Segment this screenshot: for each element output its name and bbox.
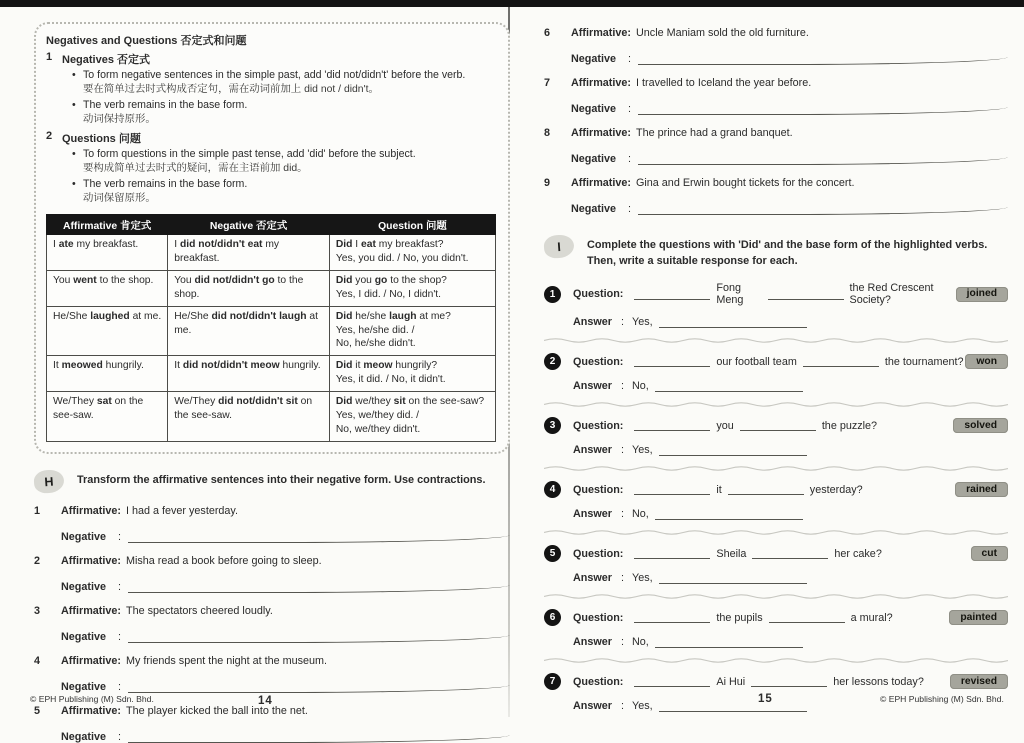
verb-chip: won: [965, 354, 1008, 369]
rule-bullet: [72, 148, 496, 162]
cell-affirmative: I ate my breakfast.: [47, 235, 168, 271]
question-subject: Ai Hui: [716, 675, 746, 688]
question-subject: it: [716, 483, 722, 496]
affirmative-sentence: The player kicked the ball into the net.: [126, 705, 308, 718]
question-label: Question:: [573, 419, 624, 432]
rule-bullet: [72, 99, 496, 113]
did-blank: [634, 420, 710, 431]
question-number-badge: 7: [544, 673, 561, 690]
exercise-i-header: [544, 235, 1008, 270]
question-number-badge: 5: [544, 545, 561, 562]
question-tail: the Red Crescent Society?: [849, 282, 934, 307]
question-tail: the puzzle?: [821, 419, 878, 432]
verb-chip: joined: [956, 287, 1008, 302]
answer-blank-line: [638, 202, 1008, 215]
question-block-4: [544, 475, 1008, 539]
exercise-item-2: [34, 554, 510, 593]
exercise-item-7: [544, 76, 1008, 115]
question-number-badge: 4: [544, 481, 561, 498]
bullet-dot-icon: •: [72, 69, 76, 81]
answer-blank-line: [128, 680, 510, 693]
answer-prefix: No,: [632, 636, 649, 649]
did-blank: [634, 676, 710, 687]
question-tail: the tournament?: [884, 355, 964, 368]
answer-blank-line: [659, 445, 807, 456]
answer-blank-line: [655, 381, 803, 392]
answer-label: Answer: [573, 636, 613, 649]
verb-blank: [768, 289, 844, 300]
question-subject: our football team: [716, 355, 797, 368]
cell-question: Did you go to the shop? Yes, I did. / No, I didn't.: [329, 270, 495, 306]
item-number: 5: [34, 705, 41, 718]
answer-blank-line: [659, 317, 807, 328]
rule-section-questions: [46, 130, 496, 206]
wavy-divider: [544, 656, 1008, 665]
verb-chip: painted: [949, 610, 1008, 625]
question-number-badge: 6: [544, 609, 561, 626]
verb-blank: [728, 484, 804, 495]
rule-text-en: To form questions in the simple past tense, add 'did' before the subject.: [83, 148, 416, 161]
did-blank: [634, 548, 710, 559]
cell-affirmative: You went to the shop.: [47, 270, 168, 306]
negative-label: Negative: [61, 681, 107, 694]
negative-label: Negative: [61, 580, 107, 593]
colon: :: [621, 636, 624, 649]
exercise-item-1: [34, 504, 510, 543]
cell-affirmative: He/She laughed at me.: [47, 306, 168, 356]
did-blank: [634, 612, 710, 623]
answer-label: Answer: [573, 316, 613, 329]
rule-text-zh: 要构成简单过去时式的疑问，需在主语前加 did。: [83, 163, 308, 174]
verb-chip: solved: [953, 418, 1008, 433]
answer-blank-line: [638, 102, 1008, 115]
exercise-item-6: [544, 26, 1008, 65]
item-number: 7: [544, 77, 551, 90]
exercise-item-5: [34, 704, 510, 743]
item-number: 4: [34, 655, 41, 668]
colon: :: [118, 681, 121, 694]
table-row: [47, 392, 496, 442]
grammar-notes-box: [34, 22, 510, 454]
answer-label: Answer: [573, 444, 613, 457]
answer-blank-line: [655, 637, 803, 648]
table-row: [47, 356, 496, 392]
affirmative-label: Affirmative:: [61, 604, 121, 617]
rule-bullet: [72, 178, 496, 192]
answer-prefix: Yes,: [632, 316, 653, 329]
question-label: Question:: [573, 355, 624, 368]
question-block-1: [544, 276, 1008, 347]
cell-negative: It did not/didn't meow hungrily.: [168, 356, 330, 392]
question-number-badge: 3: [544, 417, 561, 434]
wavy-divider: [544, 592, 1008, 601]
affirmative-label: Affirmative:: [61, 504, 121, 517]
table-row: [47, 306, 496, 356]
affirmative-sentence: The prince had a grand banquet.: [636, 127, 793, 140]
affirmative-label: Affirmative:: [61, 554, 121, 567]
rule-text-zh: 动词保留原形。: [83, 193, 156, 205]
verb-chip: rained: [955, 482, 1008, 497]
verb-chip: revised: [950, 674, 1008, 689]
exercise-letter-badge: I: [543, 234, 575, 259]
page-left: [34, 10, 510, 743]
did-blank: [634, 356, 710, 367]
answer-blank-line: [638, 152, 1008, 165]
colon: :: [118, 580, 121, 593]
cell-negative: I did not/didn't eat my breakfast.: [168, 235, 330, 271]
wavy-divider: [544, 528, 1008, 537]
question-block-7: [544, 667, 1008, 714]
item-number: 3: [34, 604, 41, 617]
rule-text-en: To form negative sentences in the simple past, add 'did not/didn't' before the verb.: [83, 69, 466, 81]
affirmative-label: Affirmative:: [571, 127, 631, 140]
grammar-examples-table: [46, 214, 496, 442]
rule-text-en: The verb remains in the base form.: [83, 99, 248, 112]
question-label: Question:: [573, 483, 624, 496]
question-tail: a mural?: [850, 611, 893, 624]
colon: :: [621, 508, 624, 521]
did-blank: [634, 484, 710, 495]
cell-negative: He/She did not/didn't laugh at me.: [168, 306, 330, 356]
negative-label: Negative: [61, 631, 107, 644]
answer-prefix: Yes,: [632, 572, 653, 585]
negative-label: Negative: [571, 103, 617, 116]
rule-bullet: [72, 69, 496, 83]
copyright-right: © EPH Publishing (M) Sdn. Bhd.: [880, 694, 1004, 704]
answer-blank-line: [128, 580, 510, 593]
rule-heading: Questions 问题: [62, 133, 141, 146]
question-number-badge: 2: [544, 353, 561, 370]
cell-question: Did I eat my breakfast? Yes, you did. / No, you didn't.: [329, 235, 495, 271]
question-block-5: [544, 539, 1008, 603]
verb-blank: [751, 676, 827, 687]
cell-question: Did he/she laugh at me? Yes, he/she did. / No, he/she didn't.: [329, 306, 495, 356]
exercise-h-header: [34, 470, 510, 493]
affirmative-sentence: Misha read a book before going to sleep.: [126, 554, 322, 567]
colon: :: [118, 631, 121, 644]
question-block-6: [544, 603, 1008, 667]
page-number-14: 14: [258, 695, 273, 707]
answer-label: Answer: [573, 380, 613, 393]
item-number: 8: [544, 127, 551, 140]
question-label: Question:: [573, 288, 624, 301]
exercise-i-instruction: Complete the questions with 'Did' and the base form of the highlighted verbs. Then, write a suitable response for each.: [587, 239, 988, 268]
bullet-dot-icon: •: [72, 99, 76, 112]
rule-text-zh: 动词保持原形。: [83, 113, 156, 125]
affirmative-label: Affirmative:: [571, 177, 631, 190]
answer-label: Answer: [573, 572, 613, 585]
colon: :: [628, 153, 631, 166]
bullet-dot-icon: •: [72, 148, 76, 161]
item-number: 1: [34, 504, 41, 517]
rule-number: 2: [46, 130, 53, 143]
bullet-dot-icon: •: [72, 178, 76, 191]
affirmative-sentence: The spectators cheered loudly.: [126, 604, 273, 617]
negative-label: Negative: [571, 203, 617, 216]
cell-question: Did it meow hungrily? Yes, it did. / No, it didn't.: [329, 356, 495, 392]
affirmative-label: Affirmative:: [61, 655, 121, 668]
wavy-divider: [544, 336, 1008, 345]
verb-blank: [752, 548, 828, 559]
answer-blank-line: [659, 573, 807, 584]
item-number: 6: [544, 27, 551, 39]
cell-affirmative: We/They sat on the see-saw.: [47, 392, 168, 442]
column-header-affirmative: Affirmative 肯定式: [47, 215, 168, 235]
verb-blank: [769, 612, 845, 623]
column-header-question: Question 问题: [329, 215, 495, 235]
affirmative-sentence: I travelled to Iceland the year before.: [636, 77, 812, 90]
rule-text-zh: 要在简单过去时式构成否定句，需在动词前加上 did not / didn't。: [83, 83, 379, 95]
answer-blank-line: [128, 630, 510, 643]
answer-blank-line: [638, 52, 1008, 65]
negative-label: Negative: [571, 153, 617, 166]
answer-blank-line: [659, 701, 807, 712]
affirmative-sentence: I had a fever yesterday.: [126, 504, 239, 517]
affirmative-sentence: My friends spent the night at the museum.: [126, 655, 328, 668]
table-header-row: [47, 215, 496, 235]
answer-blank-line: [128, 530, 510, 543]
question-block-2: [544, 347, 1008, 411]
colon: :: [621, 700, 624, 713]
cell-question: Did we/they sit on the see-saw? Yes, we/they did. / No, we/they didn't.: [329, 392, 495, 442]
item-number: 9: [544, 177, 551, 190]
question-subject: Fong Meng: [716, 282, 744, 307]
exercise-letter-badge: H: [33, 469, 65, 494]
colon: :: [628, 53, 631, 66]
question-subject: you: [716, 419, 734, 432]
colon: :: [118, 530, 121, 543]
question-subject: the pupils: [716, 611, 763, 624]
negative-label: Negative: [61, 530, 107, 543]
question-label: Question:: [573, 611, 624, 624]
colon: :: [621, 444, 624, 457]
answer-blank-line: [655, 509, 803, 520]
column-header-negative: Negative 否定式: [168, 215, 330, 235]
wavy-divider: [544, 400, 1008, 409]
exercise-item-4: [34, 654, 510, 693]
colon: :: [118, 731, 121, 743]
question-label: Question:: [573, 547, 624, 560]
exercise-item-3: [34, 604, 510, 643]
colon: :: [628, 103, 631, 116]
answer-prefix: Yes,: [632, 700, 653, 713]
answer-prefix: No,: [632, 508, 649, 521]
colon: :: [621, 316, 624, 329]
question-tail: her lessons today?: [833, 675, 924, 688]
notes-title: Negatives and Questions 否定式和问题: [46, 35, 247, 47]
item-number: 2: [34, 554, 41, 567]
affirmative-sentence: Gina and Erwin bought tickets for the concert.: [636, 177, 855, 190]
question-tail: yesterday?: [809, 483, 863, 496]
negative-label: Negative: [61, 731, 107, 743]
cell-affirmative: It meowed hungrily.: [47, 356, 168, 392]
verb-chip: cut: [971, 546, 1008, 561]
colon: :: [621, 380, 624, 393]
answer-blank-line: [128, 730, 510, 743]
cell-negative: You did not/didn't go to the shop.: [168, 270, 330, 306]
rule-section-negatives: [46, 51, 496, 127]
page-number-15: 15: [758, 693, 773, 705]
answer-label: Answer: [573, 508, 613, 521]
exercise-h-instruction: Transform the affirmative sentences into their negative form. Use contractions.: [77, 473, 486, 486]
page-right: [544, 10, 1008, 714]
table-row: [47, 270, 496, 306]
colon: :: [628, 203, 631, 216]
affirmative-label: Affirmative:: [571, 77, 631, 90]
copyright-left: © EPH Publishing (M) Sdn. Bhd.: [30, 694, 154, 704]
question-label: Question:: [573, 675, 624, 688]
affirmative-sentence: Uncle Maniam sold the old furniture.: [636, 27, 809, 39]
did-blank: [634, 289, 710, 300]
rule-heading: Negatives 否定式: [62, 54, 151, 66]
answer-prefix: Yes,: [632, 444, 653, 457]
wavy-divider: [544, 464, 1008, 473]
question-tail: her cake?: [834, 547, 882, 560]
exercise-item-9: [544, 176, 1008, 215]
verb-blank: [803, 356, 879, 367]
affirmative-label: Affirmative:: [571, 27, 631, 39]
exercise-item-8: [544, 126, 1008, 165]
scan-top-edge: [0, 0, 1024, 7]
question-number-badge: 1: [544, 286, 561, 303]
negative-label: Negative: [571, 53, 617, 66]
rule-number: 1: [46, 51, 53, 63]
colon: :: [621, 572, 624, 585]
answer-label: Answer: [573, 700, 613, 713]
table-row: [47, 235, 496, 271]
question-subject: Sheila: [716, 547, 747, 560]
rule-text-en: The verb remains in the base form.: [83, 178, 248, 191]
question-block-3: [544, 411, 1008, 475]
answer-prefix: No,: [632, 380, 649, 393]
verb-blank: [740, 420, 816, 431]
cell-negative: We/They did not/didn't sit on the see-saw.: [168, 392, 330, 442]
affirmative-label: Affirmative:: [61, 705, 121, 718]
